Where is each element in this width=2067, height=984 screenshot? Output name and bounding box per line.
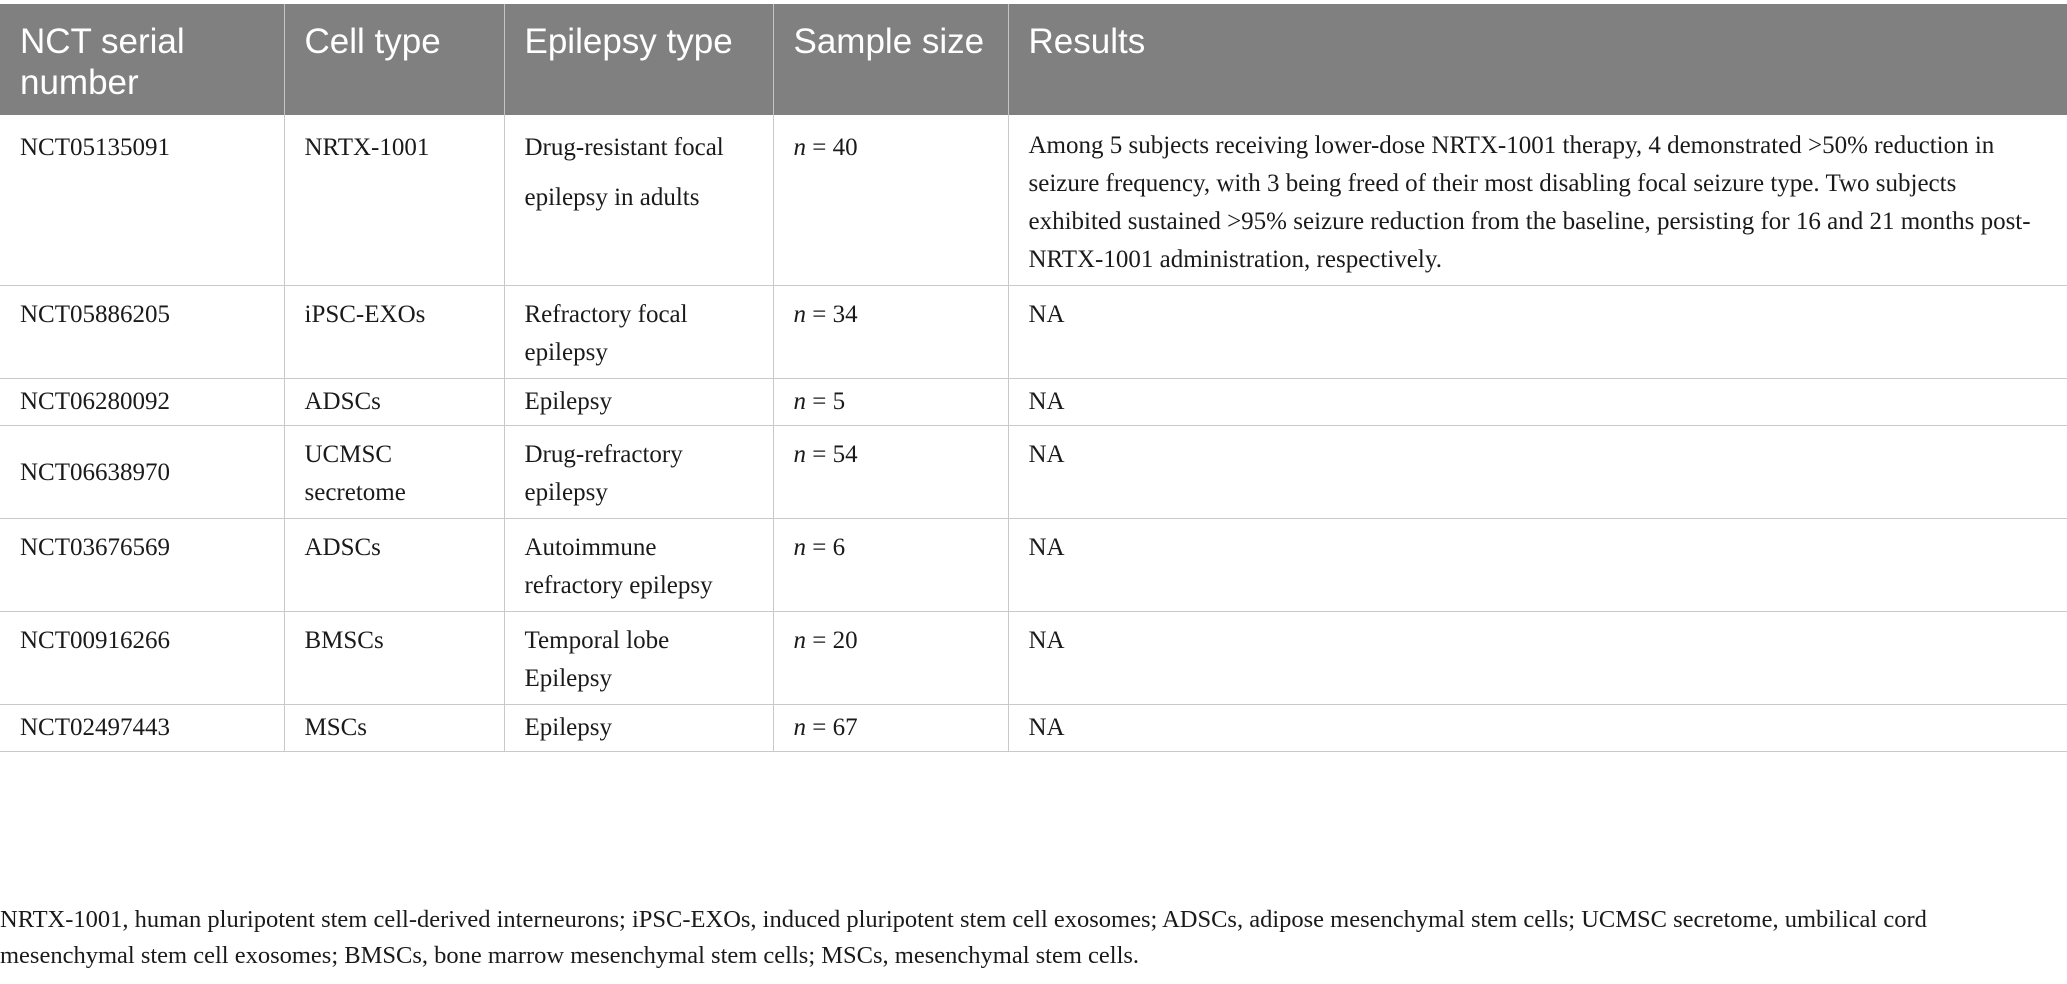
sample-size-value: = 54 [806, 441, 858, 468]
sample-size-value: = 20 [806, 627, 858, 654]
clinical-trials-table-container [0, 4, 2067, 752]
table-row [0, 612, 2067, 705]
cell-results: NA [1008, 286, 2067, 379]
cell-sample-size [773, 612, 1008, 705]
cell-nct: NCT06280092 [0, 379, 284, 426]
sample-size-n-label: n [793, 301, 806, 328]
cell-epilepsy-type: Temporal lobe Epilepsy [504, 612, 773, 705]
sample-size-value: = 5 [806, 388, 846, 415]
sample-size-n-label: n [793, 627, 806, 654]
cell-sample-size [773, 379, 1008, 426]
cell-sample-size [773, 705, 1008, 752]
sample-size-n-label: n [793, 388, 806, 415]
cell-cell-type: BMSCs [284, 612, 504, 705]
cell-cell-type: UCMSC secretome [284, 426, 504, 519]
cell-cell-type: ADSCs [284, 379, 504, 426]
cell-nct: NCT02497443 [0, 705, 284, 752]
sample-size-value: = 6 [806, 534, 846, 561]
cell-results: NA [1008, 612, 2067, 705]
cell-sample-size [773, 286, 1008, 379]
cell-epilepsy-type: Autoimmune refractory epilepsy [504, 519, 773, 612]
sample-size-value: = 67 [806, 714, 858, 741]
sample-size-n-label: n [793, 534, 806, 561]
table-row [0, 115, 2067, 286]
cell-results: NA [1008, 426, 2067, 519]
cell-epilepsy-type: Drug-resistant focal epilepsy in adults [504, 115, 773, 286]
clinical-trials-table [0, 4, 2067, 752]
cell-cell-type: ADSCs [284, 519, 504, 612]
cell-epilepsy-type: Drug-refractory epilepsy [504, 426, 773, 519]
cell-results: NA [1008, 379, 2067, 426]
cell-results: NA [1008, 519, 2067, 612]
header-sample-size: Sample size [773, 4, 1008, 115]
cell-sample-size [773, 519, 1008, 612]
cell-epilepsy-type: Refractory focal epilepsy [504, 286, 773, 379]
sample-size-value: = 40 [806, 134, 858, 161]
header-nct-serial-number: NCT serial number [0, 4, 284, 115]
sample-size-n-label: n [793, 714, 806, 741]
table-row [0, 705, 2067, 752]
cell-cell-type: MSCs [284, 705, 504, 752]
cell-sample-size [773, 115, 1008, 286]
cell-results: NA [1008, 705, 2067, 752]
cell-nct: NCT00916266 [0, 612, 284, 705]
table-row [0, 286, 2067, 379]
table-row [0, 519, 2067, 612]
table-footnote: NRTX-1001, human pluripotent stem cell-derived interneurons; iPSC-EXOs, induced pluripotent stem cell exosomes; ADSCs, adipose mesenchymal stem cells; UCMSC secretome, umbilical cord mesenchymal stem cell exosomes; BMSCs, bone marrow mesenchymal stem cells; MSCs, mesenchymal stem cells. [0, 906, 1927, 969]
cell-nct: NCT05135091 [0, 115, 284, 286]
sample-size-value: = 34 [806, 301, 858, 328]
cell-epilepsy-type: Epilepsy [504, 705, 773, 752]
header-epilepsy-type: Epilepsy type [504, 4, 773, 115]
cell-results: Among 5 subjects receiving lower-dose NRTX-1001 therapy, 4 demonstrated >50% reduction in seizure frequency, with 3 being freed of their most disabling focal seizure type. Two subjects exhibited sustained >95% seizure reduction from the baseline, persisting for 16 and 21 months post-NRTX-1001 administration, respectively. [1008, 115, 2067, 286]
cell-sample-size [773, 426, 1008, 519]
table-row [0, 379, 2067, 426]
cell-epilepsy-type: Epilepsy [504, 379, 773, 426]
cell-cell-type: iPSC-EXOs [284, 286, 504, 379]
table-row [0, 426, 2067, 519]
sample-size-n-label: n [793, 441, 806, 468]
sample-size-n-label: n [793, 134, 806, 161]
cell-nct: NCT06638970 [0, 426, 284, 519]
cell-cell-type: NRTX-1001 [284, 115, 504, 286]
cell-nct: NCT05886205 [0, 286, 284, 379]
header-cell-type: Cell type [284, 4, 504, 115]
cell-nct: NCT03676569 [0, 519, 284, 612]
table-header-row [0, 4, 2067, 115]
header-results: Results [1008, 4, 2067, 115]
